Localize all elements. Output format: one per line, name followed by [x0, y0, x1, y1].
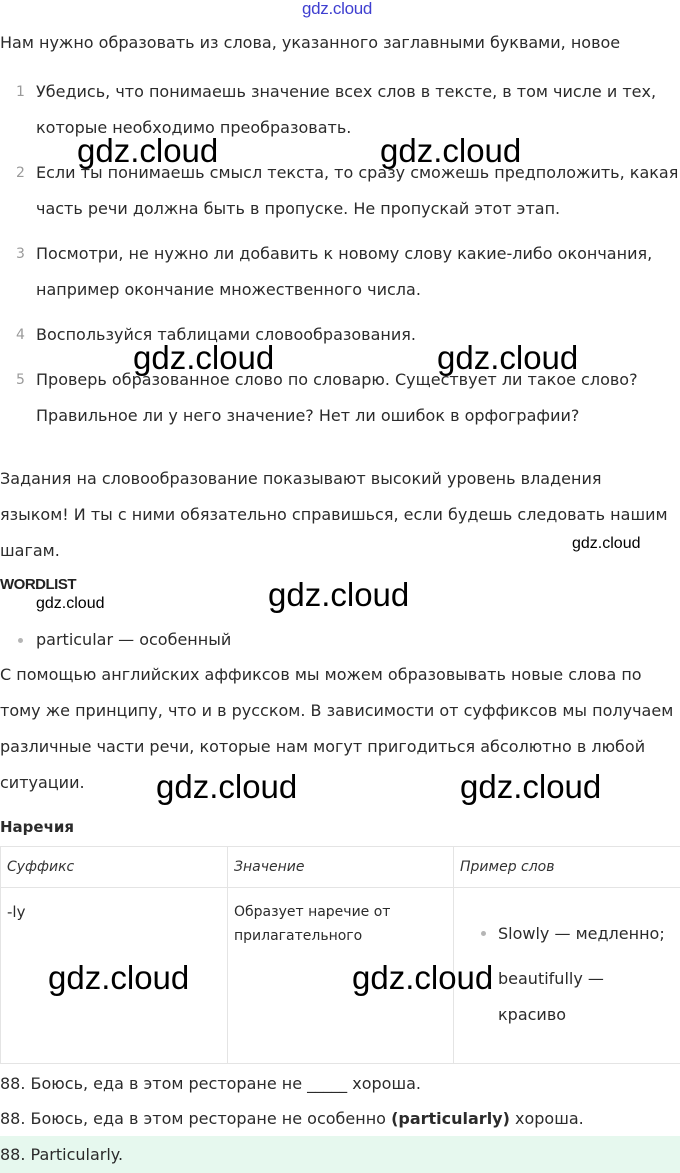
- paragraph: языком! И ты с ними обязательно справишься, если будешь следовать нашим: [0, 505, 668, 524]
- watermark: gdz.cloud: [156, 768, 298, 805]
- paragraph: Задания на словообразование показывают высокий уровень владения: [0, 469, 602, 488]
- bullet-icon: [481, 931, 486, 936]
- step-text: часть речи должна быть в пропуске. Не пропускай этот этап.: [36, 199, 561, 218]
- suffix-table: [0, 846, 680, 1064]
- table-title: Наречия: [0, 818, 75, 836]
- example-word: красиво: [498, 1005, 567, 1024]
- wordlist-item: particular — особенный: [36, 630, 232, 649]
- solution-before: 88. Боюсь, еда в этом ресторане не особенно: [0, 1109, 392, 1128]
- watermark: gdz.cloud: [36, 595, 105, 612]
- step-text: Проверь образованное слово по словарю. Существует ли такое слово?: [36, 370, 638, 389]
- step-number: 5: [16, 372, 25, 388]
- meaning-line: Образует наречие от: [234, 904, 391, 920]
- paragraph: тому же принципу, что и в русском. В зависимости от суффиксов мы получаем: [0, 701, 674, 720]
- answer-text: 88. Particularly.: [0, 1145, 124, 1164]
- intro-text: Нам нужно образовать из слова, указанного заглавными буквами, новое: [0, 33, 621, 52]
- step-text: Посмотри, не нужно ли добавить к новому слову какие-либо окончания,: [36, 244, 653, 263]
- watermark: gdz.cloud: [380, 132, 522, 169]
- table-cell-suffix: -ly: [1, 888, 228, 1064]
- table-header: Суффикс: [1, 847, 228, 888]
- exercise-text: 88. Боюсь, еда в этом ресторане не _____ хороша.: [0, 1074, 421, 1093]
- example-word: Slowly — медленно;: [498, 924, 665, 943]
- step-text: Правильное ли у него значение? Нет ли ошибок в орфографии?: [36, 406, 580, 425]
- paragraph: ситуации.: [0, 773, 85, 792]
- step-number: 2: [16, 165, 25, 181]
- watermark: gdz.cloud: [352, 959, 494, 996]
- solution-after: хороша.: [509, 1109, 584, 1128]
- step-number: 3: [16, 246, 25, 262]
- paragraph: С помощью английских аффиксов мы можем образовывать новые слова по: [0, 665, 642, 684]
- watermark: gdz.cloud: [460, 768, 602, 805]
- bullet-icon: [18, 638, 23, 643]
- step-number: 1: [16, 84, 25, 100]
- watermark: gdz.cloud: [48, 959, 190, 996]
- meaning-line: прилагательного: [234, 928, 363, 944]
- solution-text: [0, 1101, 680, 1137]
- example-word: beautifully —: [498, 969, 604, 988]
- step-text: Убедись, что понимаешь значение всех слов в тексте, в том числе и тех,: [36, 82, 657, 101]
- step-text: которые необходимо преобразовать.: [36, 118, 352, 137]
- wordlist-heading: WORDLIST: [0, 576, 76, 593]
- step-text: например окончание множественного числа.: [36, 280, 421, 299]
- step-text: Воспользуйся таблицами словообразования.: [36, 325, 416, 344]
- table-header: Пример слов: [454, 847, 680, 888]
- watermark: gdz.cloud: [572, 535, 641, 552]
- table-header-row: [1, 847, 680, 888]
- watermark: gdz.cloud: [437, 339, 579, 376]
- table-header: Значение: [228, 847, 454, 888]
- step-number: 4: [16, 327, 25, 343]
- watermark: gdz.cloud: [268, 576, 410, 613]
- paragraph: различные части речи, которые нам могут пригодиться абсолютно в любой: [0, 737, 646, 756]
- step-text: Если ты понимаешь смысл текста, то сразу сможешь предположить, какая: [36, 163, 679, 182]
- watermark: gdz.cloud: [133, 339, 275, 376]
- watermark: gdz.cloud: [302, 0, 373, 18]
- paragraph: шагам.: [0, 541, 60, 560]
- watermark: gdz.cloud: [77, 132, 219, 169]
- solution-bold: (particularly): [391, 1109, 510, 1128]
